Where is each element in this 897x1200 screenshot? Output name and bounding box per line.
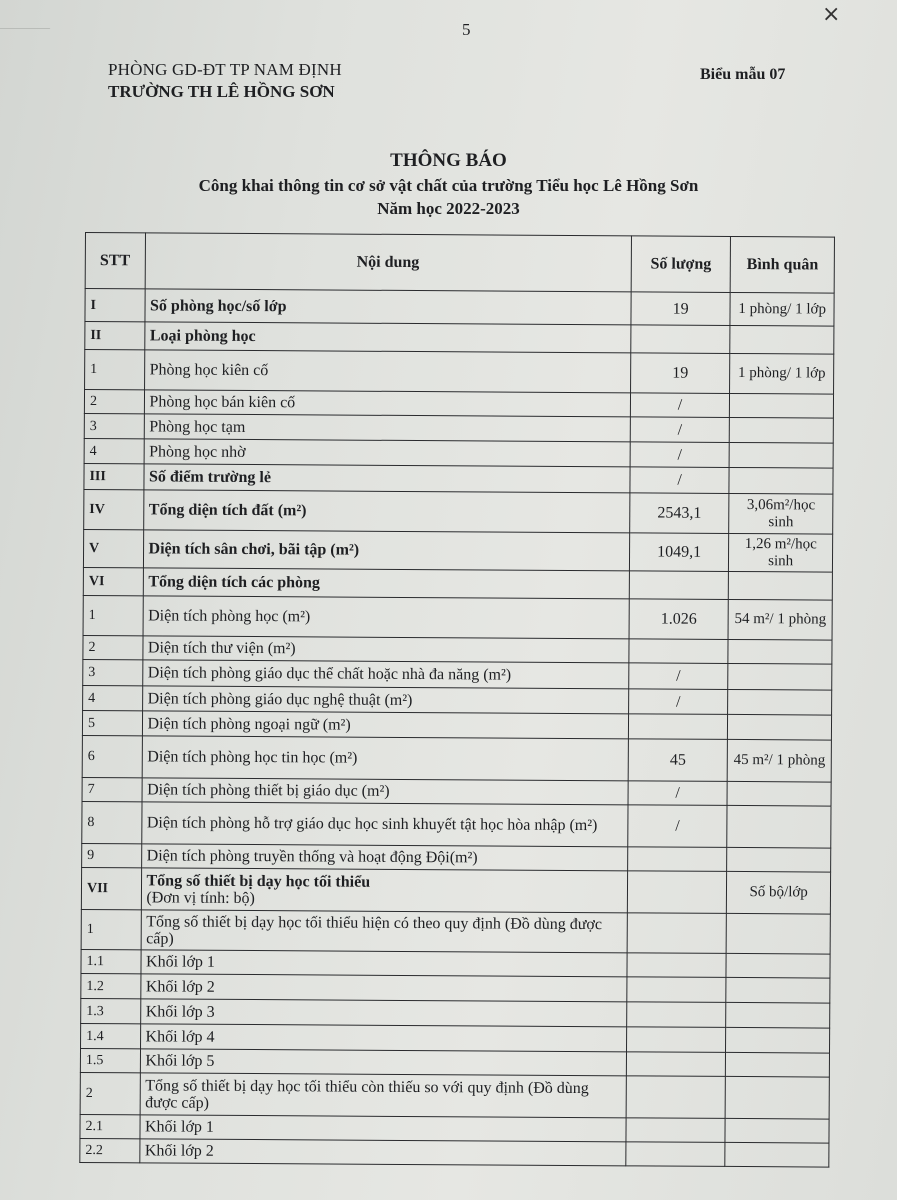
row-average <box>726 1027 830 1053</box>
row-content <box>142 711 628 739</box>
row-stt: 7 <box>82 777 142 801</box>
handwritten-x-mark: × <box>822 2 841 27</box>
row-content-text: Tổng diện tích các phòng <box>148 573 321 592</box>
row-content-text: Diện tích phòng giáo dục nghệ thuật (m²) <box>147 689 413 709</box>
row-stt: 8 <box>82 801 142 843</box>
table-row <box>82 735 831 782</box>
header-quantity: Số lượng <box>631 236 731 293</box>
row-average <box>729 467 833 494</box>
row-quantity: 19 <box>630 353 730 394</box>
row-content <box>139 1115 625 1142</box>
row-stt: 1.4 <box>81 1023 141 1048</box>
row-quantity: / <box>630 467 730 494</box>
row-quantity <box>627 913 727 954</box>
row-content-text: Khối lớp 4 <box>145 1027 215 1046</box>
row-content <box>144 350 631 393</box>
row-content <box>141 868 628 913</box>
row-quantity: / <box>630 393 730 418</box>
row-content <box>140 1073 627 1118</box>
row-stt: VI <box>83 567 143 595</box>
row-stt: VII <box>81 867 141 909</box>
row-content-text: Diện tích phòng học (m²) <box>148 607 311 626</box>
row-quantity: / <box>630 442 730 468</box>
row-content-text: Khối lớp 5 <box>145 1052 215 1070</box>
row-quantity: 45 <box>628 739 728 782</box>
row-stt: 2 <box>84 390 144 414</box>
row-stt: II <box>85 322 145 350</box>
row-content <box>140 1024 626 1052</box>
school-name: TRƯỜNG TH LÊ HỒNG SƠN <box>108 82 335 101</box>
row-content <box>143 464 629 493</box>
header-content: Nội dung <box>145 233 632 292</box>
document-title: THÔNG BÁO <box>390 150 507 171</box>
row-content <box>140 999 626 1027</box>
facilities-table-wrapper <box>79 232 835 1200</box>
row-average <box>730 417 834 443</box>
header-average: Bình quân <box>730 236 834 293</box>
row-quantity <box>626 1027 726 1053</box>
row-content-text: Khối lớp 2 <box>145 977 215 996</box>
table-row <box>81 909 830 954</box>
row-stt: 1.5 <box>80 1048 140 1072</box>
table-header-row <box>85 233 834 294</box>
department-name: PHÒNG GD-ĐT TP NAM ĐỊNH <box>108 60 342 79</box>
row-average <box>728 663 832 690</box>
row-average <box>725 1118 829 1143</box>
row-average <box>727 781 831 806</box>
form-code: Biểu mẫu 07 <box>700 66 786 83</box>
row-quantity: / <box>628 805 728 848</box>
row-stt: 3 <box>83 659 143 685</box>
row-average: Số bộ/lớp <box>727 871 831 914</box>
row-stt: 5 <box>82 710 142 735</box>
row-average <box>728 689 832 715</box>
row-average: 3,06m²/học sinh <box>729 493 833 534</box>
row-average <box>730 325 834 354</box>
table-row <box>80 1072 829 1119</box>
row-quantity: / <box>630 417 730 443</box>
header-stt: STT <box>85 233 145 289</box>
row-stt: 2 <box>80 1072 140 1114</box>
row-average <box>726 953 830 978</box>
row-content-text: Diện tích phòng giáo dục thể chất hoặc nhà đa năng (m²) <box>147 664 512 684</box>
row-content <box>144 414 630 442</box>
row-quantity: 1.026 <box>629 599 729 640</box>
row-content-text: Loại phòng học <box>149 327 256 346</box>
school-year: Năm học 2022-2023 <box>377 199 520 218</box>
row-content-text: Khối lớp 2 <box>144 1142 214 1160</box>
row-stt: 1.3 <box>81 998 141 1023</box>
table-row <box>84 489 833 534</box>
row-stt: 1.2 <box>81 973 141 998</box>
facilities-table <box>79 232 835 1168</box>
row-average <box>726 1052 830 1077</box>
row-content-text: Khối lớp 3 <box>145 1002 215 1021</box>
row-stt: 1.1 <box>81 949 141 973</box>
row-average <box>725 1142 829 1167</box>
row-content-text: Diện tích phòng ngoại ngữ (m²) <box>147 714 351 734</box>
row-average <box>729 571 833 600</box>
row-content <box>139 1139 625 1166</box>
table-row <box>83 567 832 600</box>
table-row <box>83 595 832 640</box>
row-quantity <box>626 1002 726 1028</box>
row-content <box>143 596 630 639</box>
row-quantity <box>627 953 727 978</box>
row-quantity: / <box>629 663 729 690</box>
row-stt: I <box>85 289 145 322</box>
row-content-text: Tổng số thiết bị dạy học tối thiểu còn thiếu so với quy định (Đồ dùng được cấp) <box>145 1076 589 1112</box>
row-average <box>730 393 834 418</box>
row-content <box>142 778 628 805</box>
row-content-text: Phòng học tạm <box>149 417 246 436</box>
row-average <box>727 805 831 848</box>
row-stt: 4 <box>83 685 143 710</box>
row-average <box>728 714 832 740</box>
row-stt: V <box>83 529 143 567</box>
row-average <box>728 639 832 664</box>
row-quantity <box>626 1142 726 1167</box>
row-average: 1 phòng/ 1 lớp <box>730 353 834 394</box>
row-stt: 1 <box>83 595 143 635</box>
table-row <box>82 801 831 848</box>
row-quantity <box>628 714 728 740</box>
table-row <box>85 350 834 395</box>
row-content-text: Phòng học nhờ <box>149 442 246 461</box>
row-stt: 2.1 <box>80 1114 140 1138</box>
row-content-subtext: (Đơn vị tính: bộ) <box>146 888 255 907</box>
row-average <box>726 1002 830 1028</box>
row-content-text: Diện tích sân chơi, bãi tập (m²) <box>148 540 360 559</box>
row-average: 45 m²/ 1 phòng <box>727 739 831 782</box>
row-content-text: Diện tích thư viện (m²) <box>147 639 296 658</box>
row-stt: 1 <box>85 350 145 390</box>
row-quantity: 19 <box>631 292 731 326</box>
row-quantity <box>629 571 729 600</box>
row-stt: 9 <box>82 843 142 867</box>
row-content <box>141 844 627 871</box>
table-body <box>80 289 834 1168</box>
row-quantity: / <box>628 781 728 806</box>
table-row <box>80 1138 829 1167</box>
row-quantity: / <box>628 689 728 715</box>
row-content-text: Diện tích phòng hỗ trợ giáo dục học sinh khuyết tật học hòa nhập (m²) <box>146 814 598 835</box>
row-content <box>141 910 628 953</box>
row-quantity <box>629 639 729 664</box>
row-content <box>142 636 628 663</box>
row-stt: 2 <box>83 635 143 659</box>
row-quantity <box>627 847 727 872</box>
row-content-text: Tổng số thiết bị dạy học tối thiểu <box>146 871 371 891</box>
row-stt: 3 <box>84 413 144 438</box>
row-average <box>726 913 830 954</box>
row-content-text: Phòng học kiên cố <box>149 361 269 380</box>
row-content-text: Tổng số thiết bị dạy học tối thiểu hiện có theo quy định (Đồ dùng được cấp) <box>146 912 603 948</box>
row-stt: 1 <box>81 909 141 949</box>
row-stt: 2.2 <box>80 1138 140 1162</box>
row-content <box>143 490 630 533</box>
row-stt: 4 <box>84 438 144 463</box>
row-content <box>142 736 629 781</box>
row-quantity: 2543,1 <box>630 493 730 534</box>
row-average <box>729 442 833 468</box>
row-quantity <box>627 977 727 1003</box>
row-quantity <box>626 1052 726 1077</box>
row-content-text: Số điểm trường lẻ <box>148 468 272 487</box>
row-quantity <box>627 871 727 914</box>
row-content <box>142 660 628 689</box>
row-content-text: Phòng học bán kiên cố <box>149 393 296 412</box>
row-content <box>143 568 629 599</box>
row-stt: III <box>84 463 144 489</box>
row-content <box>141 802 628 847</box>
table-row <box>83 529 832 572</box>
row-average: 1 phòng/ 1 lớp <box>730 292 834 326</box>
row-quantity <box>631 325 731 354</box>
row-content-text: Diện tích phòng truyền thống và hoạt động Đội(m²) <box>146 847 478 867</box>
table-row <box>81 867 830 914</box>
row-average: 54 m²/ 1 phòng <box>728 599 832 640</box>
row-content-text: Diện tích phòng thiết bị giáo dục (m²) <box>147 781 390 800</box>
page-number: 5 <box>462 20 471 39</box>
row-content <box>140 974 626 1002</box>
row-quantity <box>626 1076 726 1119</box>
row-content <box>144 439 630 467</box>
row-stt: IV <box>84 489 144 529</box>
row-content-text: Khối lớp 1 <box>145 953 215 971</box>
row-content <box>143 530 630 571</box>
row-average <box>726 977 830 1003</box>
row-content <box>140 950 626 977</box>
row-content <box>144 289 631 325</box>
table-row <box>85 289 834 327</box>
page-corner <box>0 0 70 29</box>
row-quantity <box>626 1118 726 1143</box>
row-average <box>727 847 831 872</box>
row-content-text: Tổng diện tích đất (m²) <box>148 501 307 520</box>
row-average <box>725 1076 829 1119</box>
row-content-text: Số phòng học/số lớp <box>150 296 287 315</box>
row-content <box>144 390 630 417</box>
row-content-text: Diện tích phòng học tin học (m²) <box>147 748 358 767</box>
row-content <box>140 1049 626 1076</box>
row-content <box>142 686 628 714</box>
row-average: 1,26 m²/học sinh <box>729 533 833 572</box>
document-subtitle: Công khai thông tin cơ sở vật chất của trường Tiểu học Lê Hồng Sơn <box>198 176 699 195</box>
row-stt: 6 <box>82 735 142 777</box>
row-content-text: Khối lớp 1 <box>144 1118 214 1136</box>
row-content <box>144 322 630 353</box>
row-quantity: 1049,1 <box>629 533 729 572</box>
